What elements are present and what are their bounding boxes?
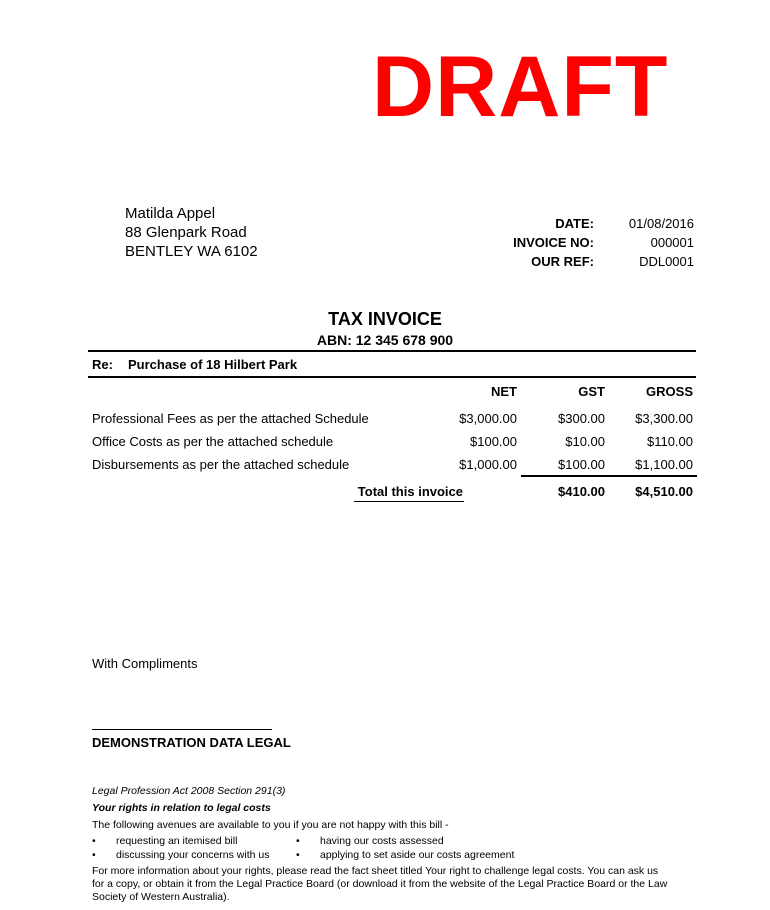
rights-bullet: discussing your concerns with us [116, 849, 270, 861]
date-value: 01/08/2016 [628, 216, 694, 231]
bullet-marker: • [92, 835, 96, 847]
total-rule [521, 475, 697, 477]
bullet-marker: • [296, 835, 300, 847]
signature-line [92, 729, 272, 730]
rights-intro: The following avenues are available to you if you are not happy with this bill - [92, 819, 449, 831]
re-rule [88, 376, 696, 378]
abn-number: ABN: 12 345 678 900 [316, 332, 454, 348]
recipient-city: BENTLEY WA 6102 [125, 243, 258, 260]
rights-heading: Your rights in relation to legal costs [92, 802, 271, 814]
invoice-no-label: INVOICE NO: [513, 235, 594, 250]
our-ref-label: OUR REF: [531, 254, 594, 269]
row-net: $1,000.00 [459, 457, 517, 472]
act-reference: Legal Profession Act 2008 Section 291(3) [92, 785, 286, 797]
total-gst: $410.00 [558, 484, 605, 499]
rights-bullet: having our costs assessed [320, 835, 444, 847]
bullet-marker: • [92, 849, 96, 861]
more-info-line-3: Society of Western Australia). [92, 891, 230, 903]
with-compliments: With Compliments [92, 656, 198, 671]
recipient-address [125, 204, 258, 261]
our-ref-value: DDL0001 [639, 254, 694, 269]
row-gst: $300.00 [558, 411, 605, 426]
row-gst: $10.00 [565, 434, 605, 449]
recipient-name: Matilda Appel [125, 205, 216, 222]
invoice-no-value: 000001 [650, 235, 694, 250]
row-gst: $100.00 [558, 457, 605, 472]
firm-name: DEMONSTRATION DATA LEGAL [92, 735, 291, 750]
total-label: Total this invoice [357, 484, 463, 499]
invoice-meta-values [629, 214, 694, 271]
draft-watermark: DRAFT [372, 39, 669, 135]
recipient-street: 88 Glenpark Road [125, 224, 247, 241]
more-info-line-2: for a copy, or obtain it from the Legal Practice Board (or download it from the website of the Legal Practice Board or the Law [92, 878, 668, 890]
row-description: Disbursements as per the attached schedule [92, 457, 350, 472]
total-label-underline [354, 501, 464, 502]
row-gross: $3,300.00 [635, 411, 693, 426]
re-text: Purchase of 18 Hilbert Park [128, 357, 298, 372]
header-gst: GST [578, 384, 605, 399]
header-net: NET [491, 384, 517, 399]
row-net: $3,000.00 [459, 411, 517, 426]
rights-bullet: requesting an itemised bill [116, 835, 238, 847]
re-label: Re: [92, 357, 113, 372]
row-gross: $110.00 [646, 434, 693, 449]
rights-bullet: applying to set aside our costs agreement [320, 849, 515, 861]
date-label: DATE: [555, 216, 594, 231]
row-gross: $1,100.00 [635, 457, 693, 472]
top-rule [88, 350, 696, 352]
invoice-title: TAX INVOICE [328, 309, 442, 329]
invoice-meta-labels [513, 214, 594, 271]
row-net: $100.00 [470, 434, 517, 449]
more-info-line-1: For more information about your rights, please read the fact sheet titled Your right to challenge legal costs. You can ask us [92, 865, 659, 877]
total-gross: $4,510.00 [635, 484, 693, 499]
header-gross: GROSS [646, 384, 693, 399]
row-description: Professional Fees as per the attached Schedule [92, 411, 369, 426]
re-line [92, 357, 297, 372]
bullet-marker: • [296, 849, 300, 861]
row-description: Office Costs as per the attached schedule [92, 434, 334, 449]
